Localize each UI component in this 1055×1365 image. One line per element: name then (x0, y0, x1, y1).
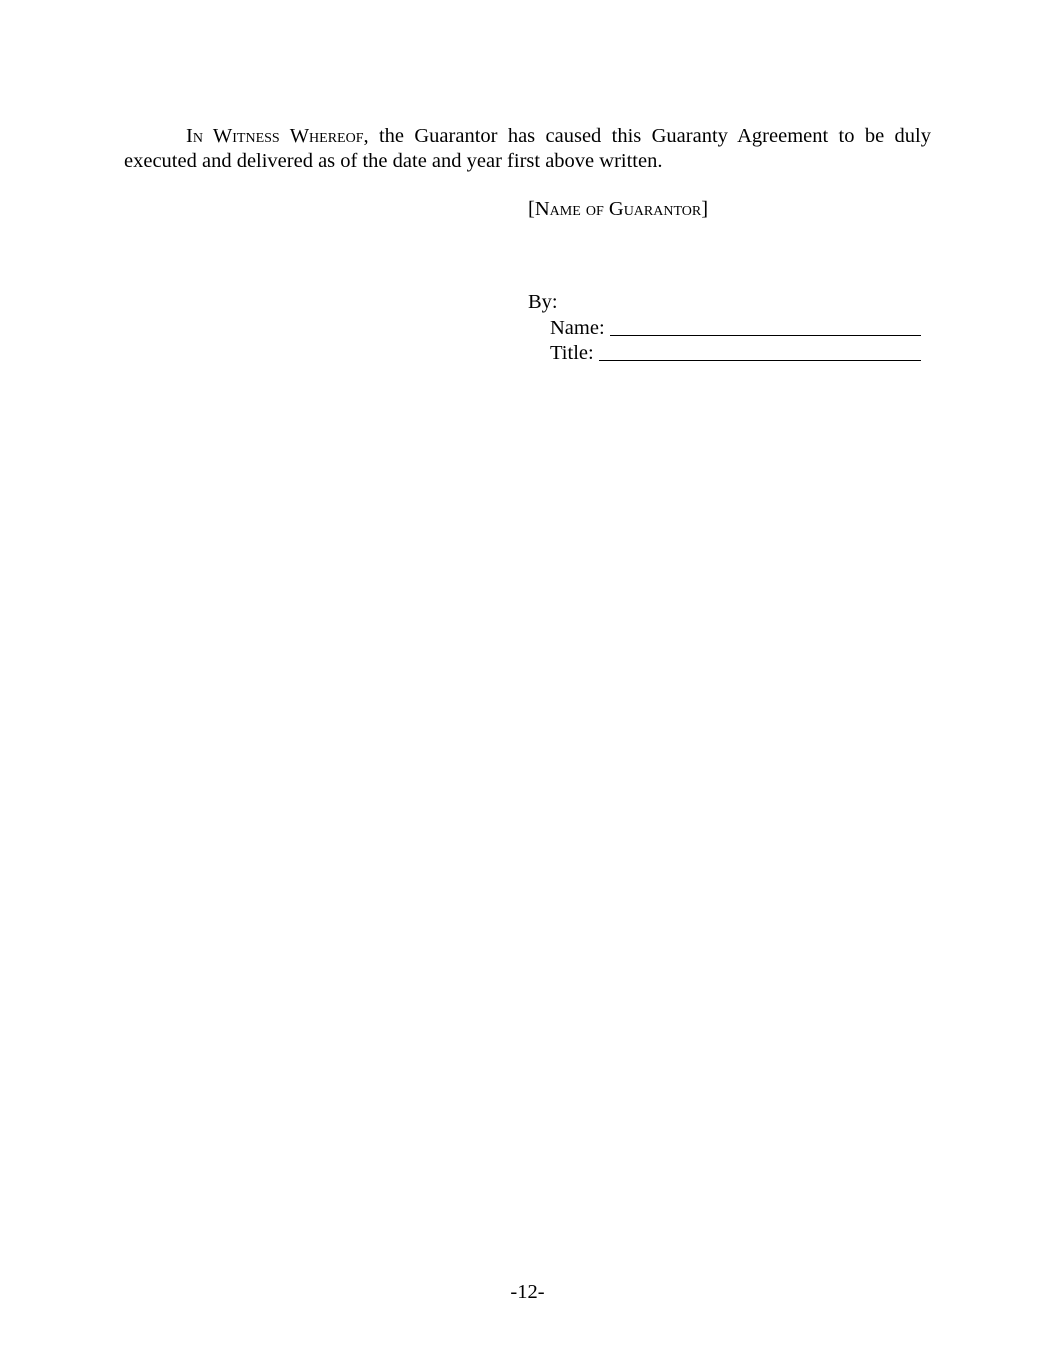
name-label: Name: (550, 316, 605, 339)
title-label: Title: (550, 342, 594, 364)
name-blank-line (610, 317, 921, 336)
in-witness-body: , the Guarantor has caused this Guaranty Agreement to be duly executed and delivered as of the date and year first above written. (124, 125, 931, 172)
by-label: By: (528, 291, 558, 313)
guarantor-name-placeholder: [Name of Guarantor] (528, 198, 709, 220)
name-line (528, 315, 923, 341)
page-number: -12- (510, 1281, 545, 1303)
by-line (528, 290, 923, 315)
title-line (528, 340, 923, 366)
title-blank-line (599, 342, 921, 361)
in-witness-whereof-lead: In Witness Whereof (186, 125, 364, 147)
signature-block (528, 290, 923, 366)
in-witness-paragraph (124, 124, 931, 173)
